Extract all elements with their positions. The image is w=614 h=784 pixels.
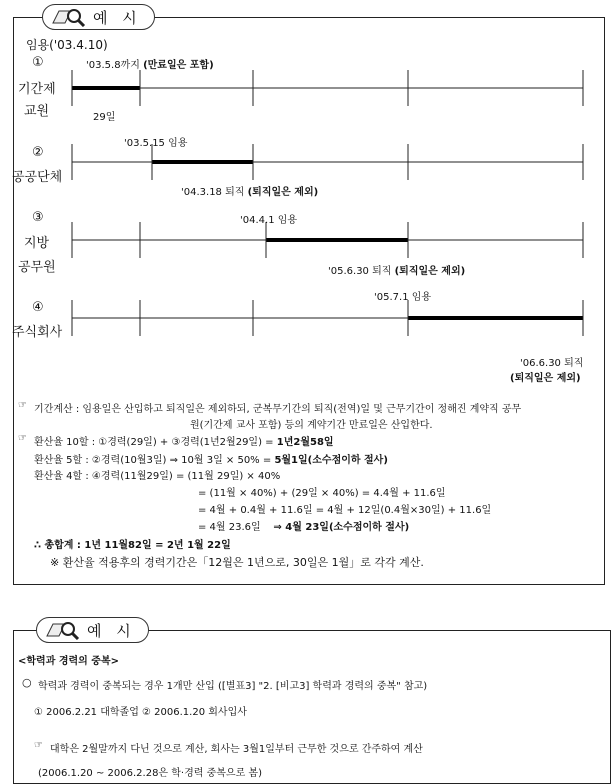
magnifier-icon bbox=[45, 620, 81, 640]
example2-line1: 학력과 경력이 중복되는 경우 1개만 산입 ([별표3] "2. [비고3] 학력과 경력의 중복" 참고) bbox=[38, 681, 428, 692]
example2-mark: ☞ bbox=[34, 740, 43, 751]
conv-4-line2: = (11월 × 40%) + (29일 × 40%) = 4.4월 + 11.6일 bbox=[198, 488, 446, 499]
note: ※ 환산율 적용후의 경력기간은「12월은 1년으로, 30일은 1월」로 각각 계산. bbox=[50, 556, 424, 569]
example2-bullet: ○ bbox=[22, 676, 32, 689]
row-3-label-2: 공무원 bbox=[18, 260, 56, 275]
row-4-label-1: 주식회사 bbox=[12, 325, 63, 340]
example2-line2: ① 2006.2.21 대학졸업 ② 2006.1.20 회사입사 bbox=[34, 707, 247, 718]
example-tab-label: 예 시 bbox=[87, 621, 136, 640]
row-2-top-date: '03.5.15 임용 bbox=[124, 138, 188, 149]
row-3-label-1: 지방 bbox=[24, 236, 50, 251]
row-3-top-date: '04.4.1 임용 bbox=[240, 215, 298, 226]
row-4-bottom-note: (퇴직일은 제외) bbox=[510, 373, 581, 384]
conv-10: 환산율 10할 : ①경력(29일) + ③경력(1년2월29일) = 1년2월58일 bbox=[34, 437, 334, 448]
conv-5: 환산율 5할 : ②경력(10월3일) ⇒ 10월 3일 × 50% = 5월1일(소수점이하 절사) bbox=[34, 455, 388, 466]
period-calc-mark: ☞ bbox=[18, 400, 27, 411]
row-2-label-1: 공공단체 bbox=[12, 170, 63, 185]
row-4-bottom-date: '06.6.30 퇴직 bbox=[520, 358, 584, 369]
row-2-bottom-date: '04.3.18 퇴직 (퇴직일은 제외) bbox=[181, 187, 319, 198]
row-1-num: ① bbox=[32, 55, 44, 70]
row-1-label-1: 기간제 bbox=[18, 82, 56, 97]
start-note: 임용('03.4.10) bbox=[26, 38, 108, 52]
conv-mark: ☞ bbox=[18, 433, 27, 444]
row-1-duration: 29일 bbox=[93, 112, 116, 123]
conv-4-line4: = 4월 23.6일 ⇒ 4월 23일(소수점이하 절사) bbox=[198, 522, 410, 533]
conv-4-line3: = 4월 + 0.4월 + 11.6일 = 4월 + 12일(0.4월×30일) + 11.6일 bbox=[198, 505, 492, 516]
example-tab-2 bbox=[36, 617, 149, 643]
row-3-num: ③ bbox=[32, 210, 44, 225]
period-calc-line2: 원(기간제 교사 포함) 등의 계약기간 만료일은 산입한다. bbox=[190, 420, 433, 431]
period-calc-line1: 기간계산 : 임용일은 산입하고 퇴직일은 제외하되, 군복무기간의 퇴직(전역)일 및 근무기간이 정해진 계약직 공무 bbox=[34, 404, 522, 415]
row-4-top-date: '05.7.1 임용 bbox=[374, 292, 432, 303]
row-4-num: ④ bbox=[32, 300, 44, 315]
example2-line4: (2006.1.20 ~ 2006.2.28은 학·경력 중복으로 봄) bbox=[38, 768, 262, 779]
example2-heading: <학력과 경력의 중복> bbox=[18, 656, 120, 667]
total: ∴ 총합계 : 1년 11월82일 = 2년 1월 22일 bbox=[34, 540, 231, 551]
row-1-top-date: '03.5.8까지 (만료일은 포함) bbox=[86, 60, 214, 71]
example-tab-label: 예 시 bbox=[93, 8, 142, 27]
example2-line3: 대학은 2월말까지 다닌 것으로 계산, 회사는 3월1일부터 근무한 것으로 간주하여 계산 bbox=[50, 744, 423, 755]
conv-4: 환산율 4할 : ④경력(11월29일) = (11월 29일) × 40% bbox=[34, 471, 281, 482]
row-3-bottom-date: '05.6.30 퇴직 (퇴직일은 제외) bbox=[328, 266, 466, 277]
row-2-num: ② bbox=[32, 145, 44, 160]
row-1-label-2: 교원 bbox=[24, 104, 50, 119]
